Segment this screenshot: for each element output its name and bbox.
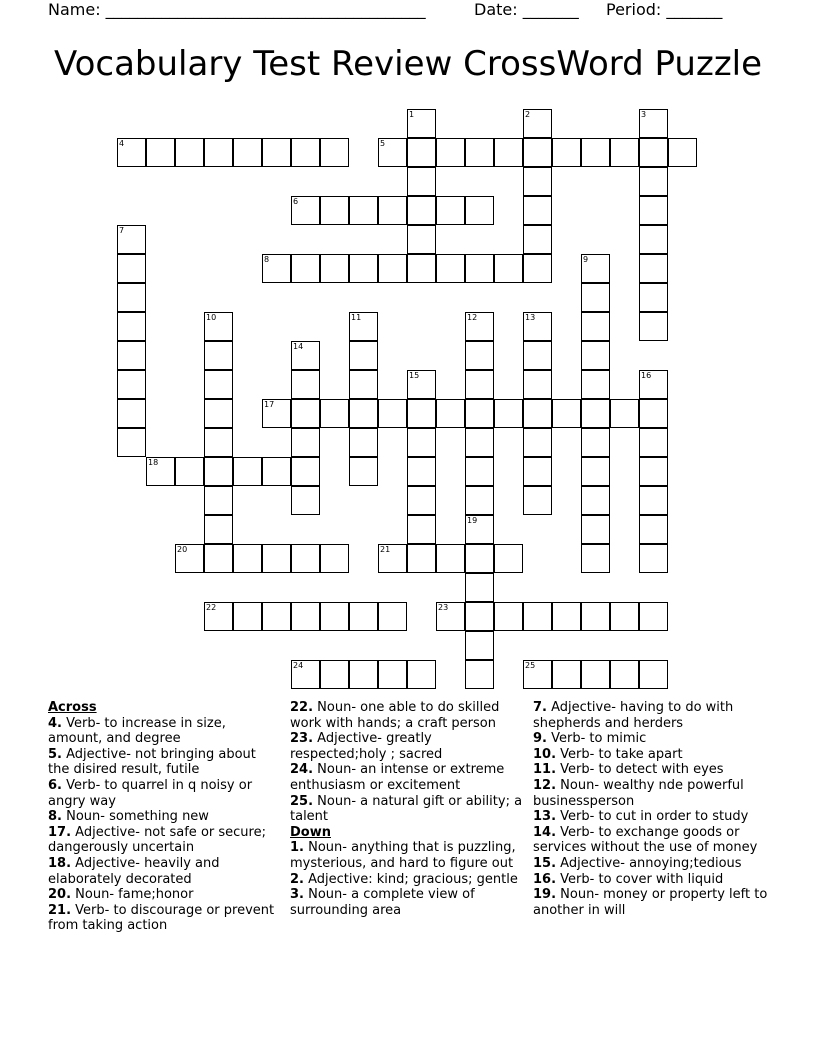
grid-cell[interactable] [204,515,233,544]
grid-cell[interactable] [523,399,552,428]
grid-cell[interactable] [639,660,668,689]
grid-cell[interactable] [465,399,494,428]
grid-cell[interactable] [320,544,349,573]
grid-cell[interactable] [233,602,262,631]
across-clue-17: 17. Adjective- not safe or secure; dangerously uncertain [48,824,266,856]
grid-cell[interactable] [291,660,320,689]
grid-cell[interactable] [552,138,581,167]
grid-cell[interactable] [465,544,494,573]
grid-cell[interactable] [523,225,552,254]
grid-cell[interactable] [407,660,436,689]
grid-cell[interactable] [349,370,378,399]
grid-cell[interactable] [494,138,523,167]
grid-cell[interactable] [581,602,610,631]
grid-cell[interactable] [523,167,552,196]
grid-cell[interactable] [349,457,378,486]
grid-cell[interactable] [349,602,378,631]
grid-cell[interactable] [117,312,146,341]
grid-cell[interactable] [494,399,523,428]
grid-cell[interactable] [639,283,668,312]
grid-cell[interactable] [581,312,610,341]
grid-cell[interactable] [378,196,407,225]
grid-cell[interactable] [639,544,668,573]
down-clue-10: 10. Verb- to take apart [533,746,683,762]
grid-cell[interactable] [494,602,523,631]
grid-cell[interactable] [639,486,668,515]
down-clue-14: 14. Verb- to exchange goods or services without the use of money [533,824,758,856]
grid-cell[interactable] [523,457,552,486]
grid-cell[interactable] [291,544,320,573]
grid-cell[interactable] [581,660,610,689]
grid-cell[interactable] [639,312,668,341]
clue-number: 24 [293,661,304,670]
clue-number: 8 [264,255,270,264]
grid-cell[interactable] [436,196,465,225]
grid-cell[interactable] [639,457,668,486]
grid-cell[interactable] [291,399,320,428]
grid-cell[interactable] [117,341,146,370]
grid-cell[interactable] [117,370,146,399]
clue-number: 6 [293,197,299,206]
grid-cell[interactable] [639,602,668,631]
grid-cell[interactable] [407,196,436,225]
across-clue-4: 4. Verb- to increase in size, amount, and degree [48,715,226,747]
grid-cell[interactable] [204,457,233,486]
grid-cell[interactable] [523,109,552,138]
grid-cell[interactable] [291,428,320,457]
grid-cell[interactable] [378,602,407,631]
grid-cell[interactable] [291,370,320,399]
grid-cell[interactable] [407,544,436,573]
grid-cell[interactable] [146,138,175,167]
across-clue-8: 8. Noun- something new [48,809,209,825]
grid-cell[interactable] [465,631,494,660]
grid-cell[interactable] [349,254,378,283]
clue-number: 1 [409,110,415,119]
grid-cell[interactable] [523,138,552,167]
grid-cell[interactable] [465,428,494,457]
grid-cell[interactable] [581,283,610,312]
across-clue-5: 5. Adjective- not bringing about the disired result, futile [48,746,256,778]
grid-cell[interactable] [378,254,407,283]
grid-cell[interactable] [581,341,610,370]
grid-cell[interactable] [204,486,233,515]
clue-column-3 [533,700,771,918]
grid-cell[interactable] [175,544,204,573]
grid-cell[interactable] [233,457,262,486]
name-field[interactable]: Name: ________________________________________ [48,0,426,19]
grid-cell[interactable] [523,370,552,399]
grid-cell[interactable] [117,428,146,457]
grid-cell[interactable] [349,399,378,428]
grid-cell[interactable] [465,660,494,689]
clue-number: 16 [641,371,652,380]
down-clue-9: 9. Verb- to mimic [533,731,647,747]
grid-cell[interactable] [407,370,436,399]
grid-cell[interactable] [378,544,407,573]
grid-cell[interactable] [117,225,146,254]
grid-cell[interactable] [523,196,552,225]
grid-cell[interactable] [117,399,146,428]
grid-cell[interactable] [581,457,610,486]
grid-cell[interactable] [349,341,378,370]
clue-number: 5 [380,139,386,148]
down-clue-19: 19. Noun- money or property left to another in will [533,887,768,918]
grid-cell[interactable] [465,341,494,370]
down-clue-7: 7. Adjective- having to do with shepherds and herders [533,700,734,731]
grid-cell[interactable] [262,544,291,573]
grid-cell[interactable] [639,254,668,283]
grid-cell[interactable] [523,428,552,457]
grid-cell[interactable] [320,254,349,283]
across-heading: Across [48,700,97,715]
grid-cell[interactable] [436,602,465,631]
grid-cell[interactable] [349,660,378,689]
grid-cell[interactable] [639,109,668,138]
grid-cell[interactable] [523,602,552,631]
grid-cell[interactable] [204,341,233,370]
clue-number: 9 [583,255,589,264]
clue-number: 25 [525,661,536,670]
grid-cell[interactable] [465,515,494,544]
grid-cell[interactable] [349,428,378,457]
grid-cell[interactable] [465,370,494,399]
down-clue-15: 15. Adjective- annoying;tedious [533,855,742,871]
period-field[interactable]: Period: _______ [606,0,723,19]
across-clue-21: 21. Verb- to discourage or prevent from taking action [48,902,275,934]
clue-number: 17 [264,400,275,409]
grid-cell[interactable] [523,341,552,370]
grid-cell[interactable] [349,196,378,225]
grid-cell[interactable] [291,196,320,225]
grid-cell[interactable] [146,457,175,486]
grid-cell[interactable] [407,254,436,283]
grid-cell[interactable] [407,428,436,457]
grid-cell[interactable] [581,544,610,573]
grid-cell[interactable] [639,196,668,225]
grid-cell[interactable] [436,544,465,573]
grid-cell[interactable] [436,138,465,167]
down-clue-2: 2. Adjective: kind; gracious; gentle [290,871,518,887]
grid-cell[interactable] [639,225,668,254]
grid-cell[interactable] [581,399,610,428]
grid-cell[interactable] [494,254,523,283]
date-field[interactable]: Date: _______ [474,0,579,19]
down-clue-13: 13. Verb- to cut in order to study [533,809,749,825]
grid-cell[interactable] [407,457,436,486]
clue-number: 7 [119,226,125,235]
across-clue-23: 23. Adjective- greatly respected;holy ; sacred [290,731,443,762]
grid-cell[interactable] [117,254,146,283]
grid-cell[interactable] [581,370,610,399]
across-clue-20: 20. Noun- fame;honor [48,887,194,903]
grid-cell[interactable] [523,312,552,341]
clue-number: 23 [438,603,449,612]
grid-cell[interactable] [465,602,494,631]
grid-cell[interactable] [581,138,610,167]
grid-cell[interactable] [639,138,668,167]
grid-cell[interactable] [262,457,291,486]
grid-cell[interactable] [610,138,639,167]
grid-cell[interactable] [581,486,610,515]
grid-cell[interactable] [291,138,320,167]
grid-cell[interactable] [262,399,291,428]
grid-cell[interactable] [465,457,494,486]
down-clue-1: 1. Noun- anything that is puzzling, mysterious, and hard to figure out [290,840,516,871]
across-clue-6: 6. Verb- to quarrel in q noisy or angry way [48,777,253,809]
grid-cell[interactable] [465,196,494,225]
grid-cell[interactable] [320,602,349,631]
clue-number: 22 [206,603,217,612]
clue-number: 15 [409,371,420,380]
grid-cell[interactable] [610,602,639,631]
grid-cell[interactable] [639,370,668,399]
grid-cell[interactable] [262,254,291,283]
grid-cell[interactable] [581,515,610,544]
grid-cell[interactable] [552,660,581,689]
grid-cell[interactable] [291,602,320,631]
grid-cell[interactable] [523,486,552,515]
grid-cell[interactable] [610,660,639,689]
grid-cell[interactable] [639,428,668,457]
grid-cell[interactable] [407,109,436,138]
clue-number: 18 [148,458,159,467]
across-clue-22: 22. Noun- one able to do skilled work with hands; a craft person [290,700,500,731]
clue-number: 14 [293,342,304,351]
grid-cell[interactable] [523,254,552,283]
clue-number: 21 [380,545,391,554]
grid-cell[interactable] [465,138,494,167]
grid-cell[interactable] [349,312,378,341]
clue-number: 2 [525,110,531,119]
clue-number: 19 [467,516,478,525]
grid-cell[interactable] [291,457,320,486]
grid-cell[interactable] [204,138,233,167]
grid-cell[interactable] [610,399,639,428]
grid-cell[interactable] [639,515,668,544]
grid-cell[interactable] [378,399,407,428]
grid-cell[interactable] [175,138,204,167]
grid-cell[interactable] [639,399,668,428]
grid-cell[interactable] [378,660,407,689]
grid-cell[interactable] [291,341,320,370]
grid-cell[interactable] [233,138,262,167]
grid-cell[interactable] [552,602,581,631]
grid-cell[interactable] [320,399,349,428]
page-title: Vocabulary Test Review CrossWord Puzzle [53,44,763,84]
grid-cell[interactable] [117,138,146,167]
grid-cell[interactable] [378,138,407,167]
grid-cell[interactable] [523,660,552,689]
grid-cell[interactable] [204,399,233,428]
grid-cell[interactable] [436,399,465,428]
grid-cell[interactable] [233,544,262,573]
clue-number: 13 [525,313,536,322]
grid-cell[interactable] [320,196,349,225]
grid-cell[interactable] [291,486,320,515]
down-clue-11: 11. Verb- to detect with eyes [533,762,724,778]
clue-number: 3 [641,110,647,119]
grid-cell[interactable] [175,457,204,486]
grid-cell[interactable] [291,254,320,283]
grid-cell[interactable] [204,544,233,573]
grid-cell[interactable] [465,312,494,341]
grid-cell[interactable] [204,312,233,341]
grid-cell[interactable] [407,225,436,254]
grid-cell[interactable] [639,167,668,196]
clue-number: 4 [119,139,125,148]
grid-cell[interactable] [552,399,581,428]
clue-number: 10 [206,313,217,322]
grid-cell[interactable] [407,399,436,428]
grid-cell[interactable] [465,573,494,602]
grid-cell[interactable] [407,138,436,167]
grid-cell[interactable] [407,486,436,515]
grid-cell[interactable] [436,254,465,283]
grid-cell[interactable] [494,544,523,573]
clue-column-2 [290,700,524,918]
clue-number: 20 [177,545,188,554]
grid-cell[interactable] [262,138,291,167]
across-clue-24: 24. Noun- an intense or extreme enthusiasm or excitement [290,762,505,793]
clue-column-1 [48,700,280,934]
grid-cell[interactable] [407,167,436,196]
grid-cell[interactable] [204,428,233,457]
down-heading: Down [290,824,331,840]
grid-cell[interactable] [407,515,436,544]
down-clue-3: 3. Noun- a complete view of surrounding area [290,887,475,918]
across-clue-18: 18. Adjective- heavily and elaborately decorated [48,855,220,887]
grid-cell[interactable] [465,254,494,283]
down-clue-12: 12. Noun- wealthy nde powerful businessperson [533,777,744,809]
grid-cell[interactable] [320,660,349,689]
grid-cell[interactable] [117,283,146,312]
clue-number: 11 [351,313,362,322]
grid-cell[interactable] [668,138,697,167]
grid-cell[interactable] [581,428,610,457]
down-clue-16: 16. Verb- to cover with liquid [533,871,724,887]
grid-cell[interactable] [204,602,233,631]
grid-cell[interactable] [262,602,291,631]
grid-cell[interactable] [320,138,349,167]
grid-cell[interactable] [581,254,610,283]
across-clue-25: 25. Noun- a natural gift or ability; a talent [290,793,523,825]
clue-number: 12 [467,313,478,322]
grid-cell[interactable] [465,486,494,515]
grid-cell[interactable] [204,370,233,399]
